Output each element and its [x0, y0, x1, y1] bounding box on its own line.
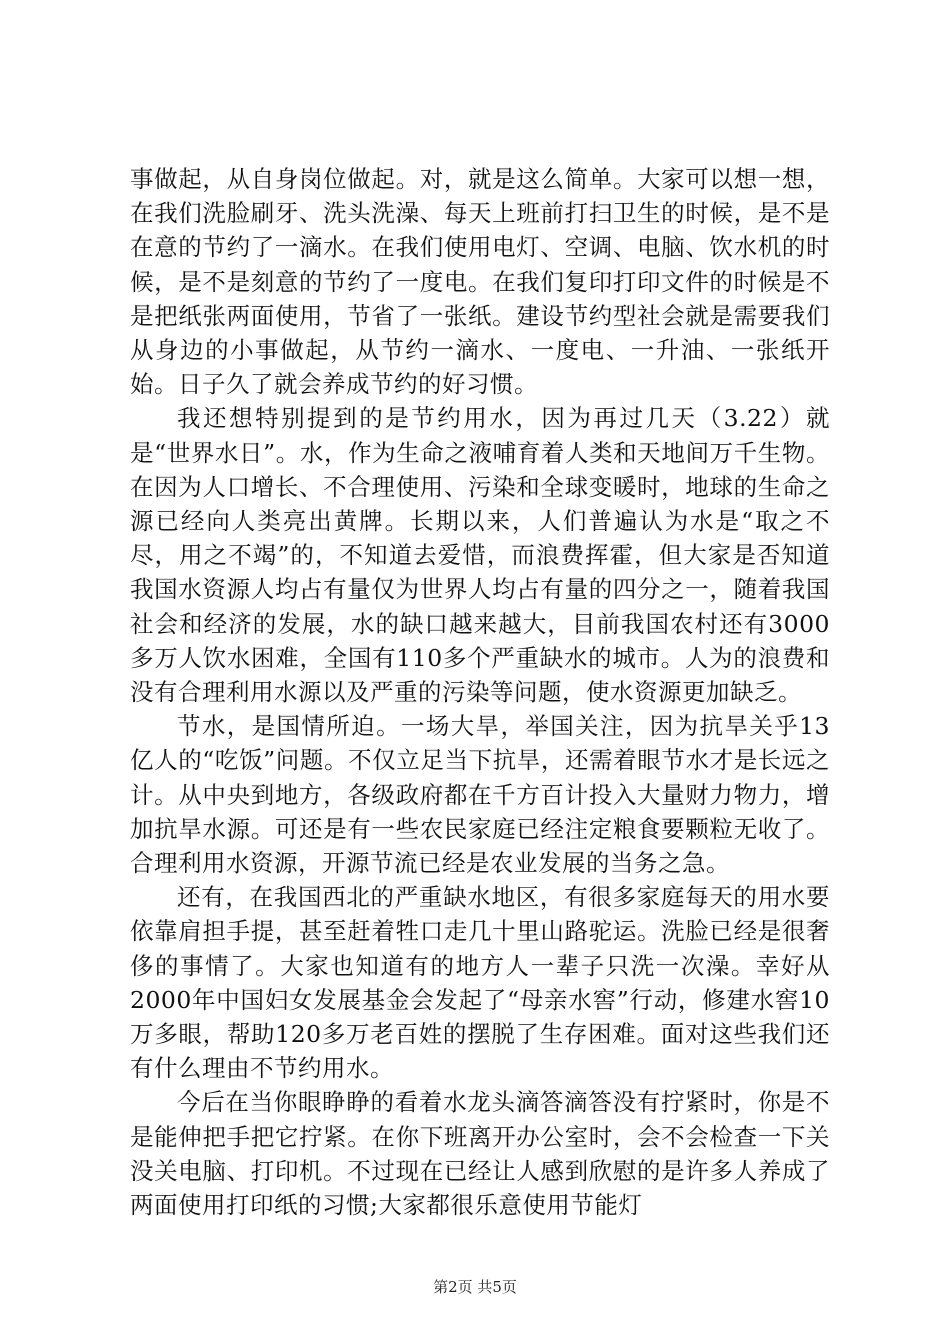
paragraph-2: 我还想特别提到的是节约用水，因为再过几天（3.22）就是“世界水日”。水，作为生命之液哺育着人类和天地间万千生物。在因为人口增长、不合理使用、污染和全球变暖时，地球的生命之源已经向人类亮出黄牌。长期以来，人们普遍认为水是“取之不尽，用之不竭”的，不知道去爱惜，而浪费挥霍，但大家是否知道我国水资源人均占有量仅为世界人均占有量的四分之一，随着我国社会和经济的发展，水的缺口越来越大，目前我国农村还有3000多万人饮水困难，全国有110多个严重缺水的城市。人为的浪费和没有合理利用水源以及严重的污染等问题，使水资源更加缺乏。 [130, 404, 830, 707]
paragraph-4: 还有，在我国西北的严重缺水地区，有很多家庭每天的用水要依靠肩担手提，甚至赶着牲口走几十里山路驼运。洗脸已经是很奢侈的事情了。大家也知道有的地方人一辈子只洗一次澡。幸好从2000年中国妇女发展基金会发起了“母亲水窖”行动，修建水窖10万多眼，帮助120多万老百姓的摆脱了生存困难。面对这些我们还有什么理由不节约用水。 [130, 883, 830, 1083]
paragraph-3: 节水，是国情所迫。一场大旱，举国关注，因为抗旱关乎13亿人的“吃饭”问题。不仅立足当下抗旱，还需着眼节水才是长远之计。从中央到地方，各级政府都在千方百计投入大量财力物力，增加抗旱水源。可还是有一些农民家庭已经注定粮食要颗粒无收了。合理利用水资源，开源节流已经是农业发展的当务之急。 [130, 712, 830, 878]
document-body [130, 162, 830, 1222]
paragraph-1: 事做起，从自身岗位做起。对，就是这么简单。大家可以想一想，在我们洗脸刷牙、洗头洗澡、每天上班前打扫卫生的时候，是不是在意的节约了一滴水。在我们使用电灯、空调、电脑、饮水机的时候，是不是刻意的节约了一度电。在我们复印打印文件的时候是不是把纸张两面使用，节省了一张纸。建设节约型社会就是需要我们从身边的小事做起，从节约一滴水、一度电、一升油、一张纸开始。日子久了就会养成节约的好习惯。 [130, 165, 830, 399]
page-number-footer: 第2页 共5页 [433, 1278, 517, 1296]
paragraph-5: 今后在当你眼睁睁的看着水龙头滴答滴答没有拧紧时，你是不是能伸把手把它拧紧。在你下班离开办公室时，会不会检查一下关没关电脑、打印机。不过现在已经让人感到欣慰的是许多人养成了两面使用打印纸的习惯;大家都很乐意使用节能灯 [130, 1088, 830, 1220]
